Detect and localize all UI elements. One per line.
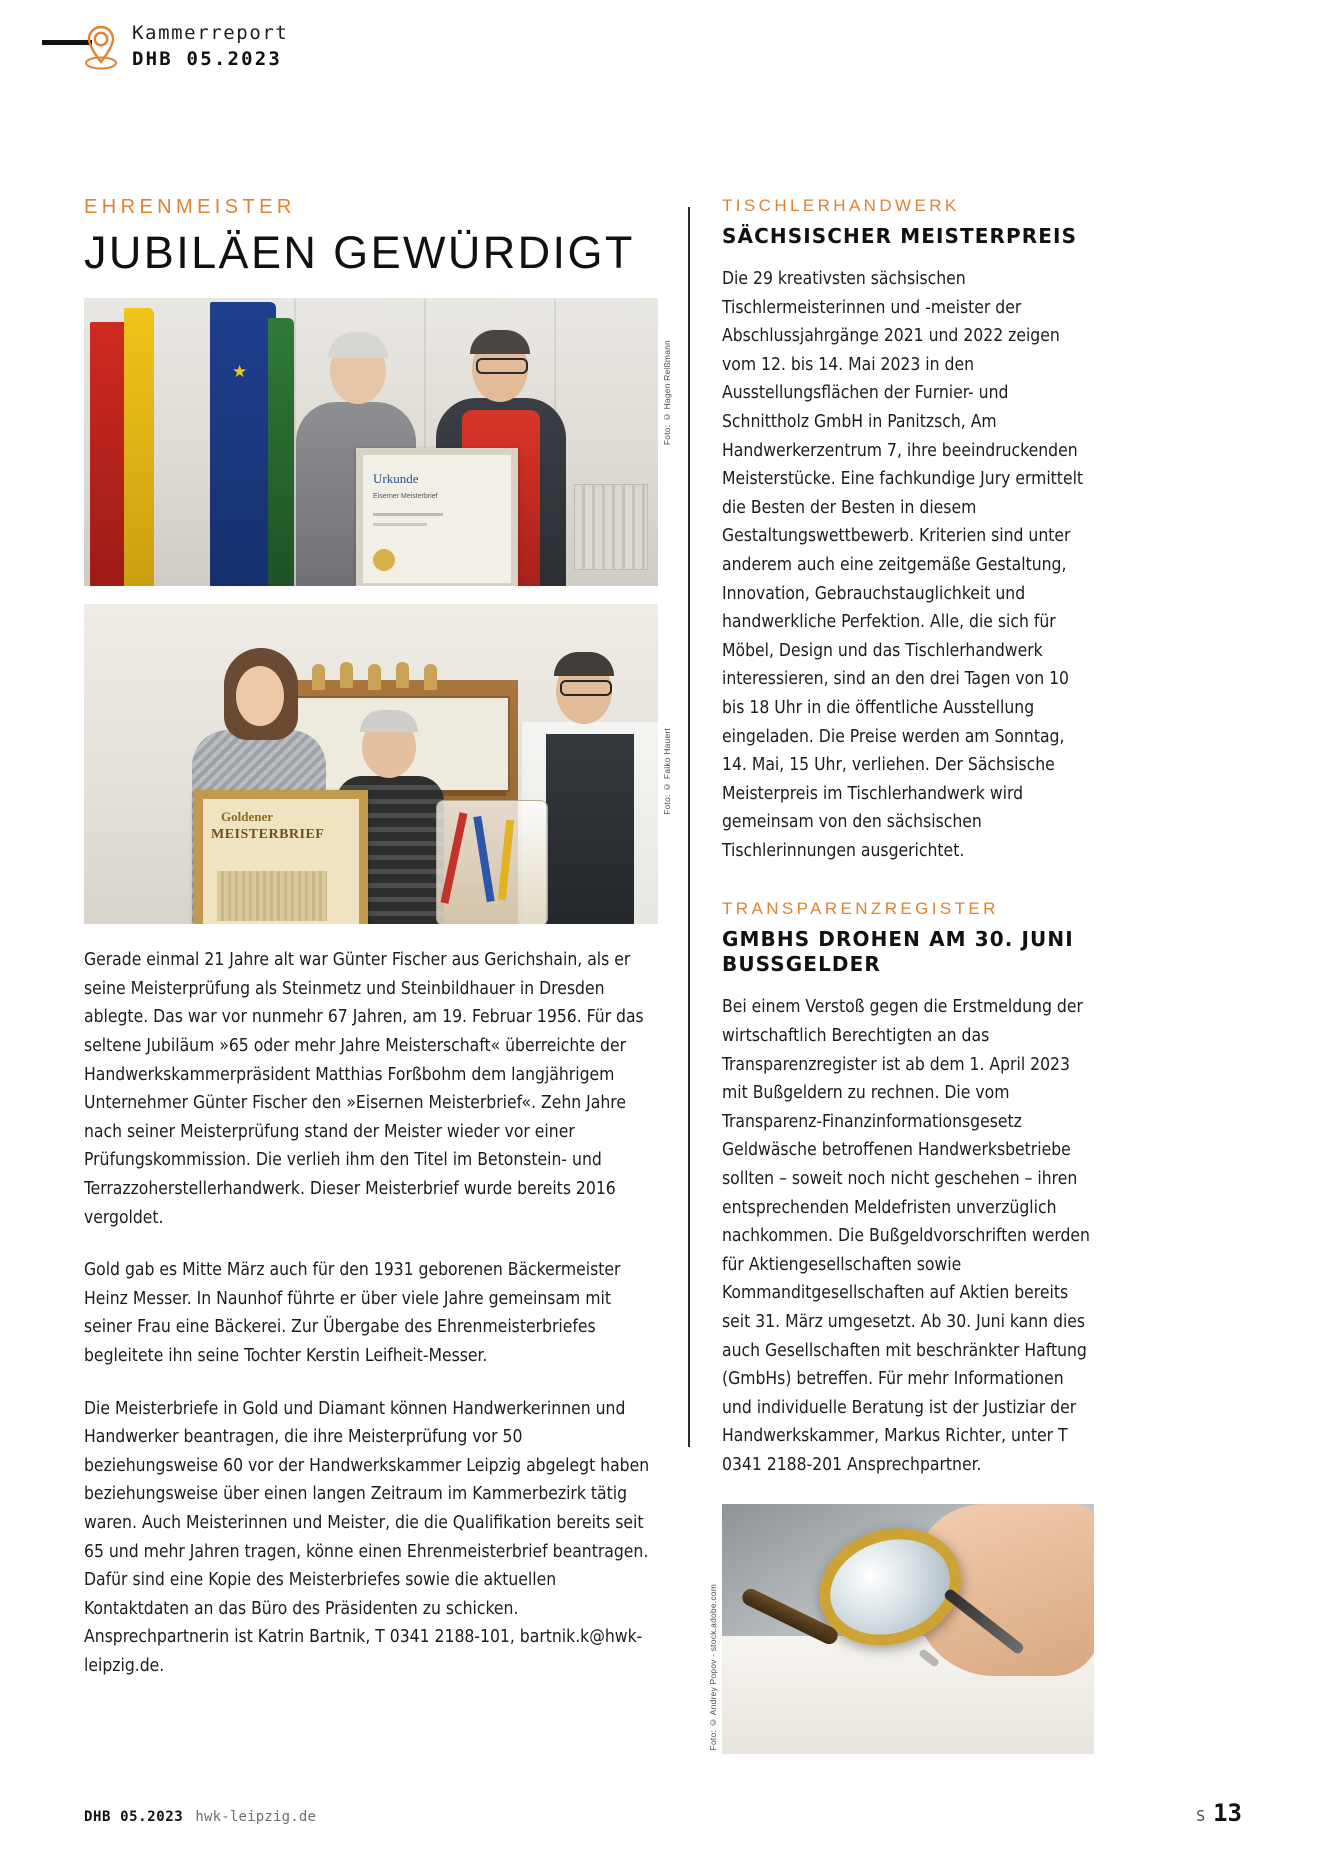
radiator-shape bbox=[574, 484, 648, 570]
right-subhead-meisterpreis: SÄCHSISCHER MEISTERPREIS bbox=[722, 224, 1078, 248]
left-paragraph-3: Die Meisterbriefe in Gold und Diamant können Handwerkerinnen und Handwerker beantragen, die ihre Meisterprüfung vor 50 beziehungsweise 60 vor der Handwerkskammer Leipzig abgelegt haben beziehungsweise über einen langen Zeitraum im Kammerbezirk tätig waren. Auch Meisterinnen und Meister, die die Qualifikation bereits seit 65 und mehr Jahren tragen, könne einen Ehrenmeisterbrief beantragen. Dafür sind eine Kopie des Meisterbriefes sowie die aktuellen Kontaktdaten an das Büro des Präsidenten zu schicken. Ansprechpartnerin ist Katrin Bartnik, T 0341 2188-101, bartnik.k@hwk-leipzig.de. bbox=[84, 1398, 650, 1676]
column-divider bbox=[688, 207, 690, 1447]
photo3-wrapper bbox=[708, 1504, 1094, 1754]
right-paragraph-section1: Die 29 kreativsten sächsischen Tischlermeisterinnen und -meister der Abschlussjahrgänge 2021 und 2022 zeigen vom 12. bis 14. Mai 2023 in den Ausstellungsflächen der Furnier- und Schnittholz GmbH in Panitzsch, Am Handwerkerzentrum 7, ihre beeindruckenden Meisterstücke. Eine fachkundige Jury ermittelt die Besten der Besten in diesem Gestaltungswettbewerb. Kriterien sind unter anderem auch eine zeitgemäße Gestaltung, Innovation, Gebrauchstauglichkeit und handwerkliche Perfektion. Alle, die sich für Möbel, Design und das Tischlerhandwerk interessieren, sind an den drei Tagen von 10 bis 18 Uhr in die öffentliche Ausstellung eingeladen. Die Preise werden am Sonntag, 14. Mai, 15 Uhr, verliehen. Der Sächsische Meisterpreis im Tischlerhandwerk wird gemeinsam von den sächsischen Tischlerinnungen ausgerichtet. bbox=[722, 269, 1084, 861]
footer-page-number: 13 bbox=[1213, 1799, 1242, 1827]
person-president-vest bbox=[546, 734, 634, 924]
page-footer bbox=[84, 1799, 1242, 1827]
certificate-frame bbox=[356, 448, 518, 586]
photo-goldener-meisterbrief bbox=[84, 604, 658, 924]
footer-page-prefix: S bbox=[1196, 1807, 1206, 1825]
flag-star-icon: ★ bbox=[232, 362, 248, 382]
certificate-seal bbox=[373, 549, 395, 571]
right-subhead-bussgelder: GMBHS DROHEN AM 30. JUNI BUSSGELDER bbox=[722, 927, 1074, 977]
left-body-text bbox=[84, 946, 658, 1680]
photo2-wrapper bbox=[84, 604, 672, 924]
right-paragraph-section2: Bei einem Verstoß gegen die Erstmeldung der wirtschaftlich Berechtigten an das Transparenzregister ist ab dem 1. April 2023 mit Bußgeldern zu rechnen. Die vom Transparenz-Finanzinformationsgesetz Geldwäsche betroffenen Handwerksbetriebe sollten – soweit noch nicht geschehen – ihren entsprechenden Meldefristen unverzüglich nachkommen. Die Bußgeldvorschriften werden für Aktiengesellschaften sowie Kommanditgesellschaften auf Aktien bereits seit 31. März umgesetzt. Ab 30. Juni kann dies auch Gesellschaften mit beschränkter Haftung (GmbHs) betreffen. Für mehr Informationen und individuelle Beratung ist der Justiziar der Handwerkskammer, Markus Richter, unter T 0341 2188-201 Ansprechpartner. bbox=[722, 997, 1090, 1475]
photo3-credit: Foto: © Andrey Popov - stock.adobe.com bbox=[708, 1583, 718, 1750]
photo-lupe-unterschrift bbox=[722, 1504, 1094, 1754]
left-paragraph-2: Gold gab es Mitte März auch für den 1931 geborenen Bäckermeister Heinz Messer. In Naunhof führte er über viele Jahre gemeinsam mit seiner Frau eine Bäckerei. Zur Übergabe des Ehrenmeisterbriefes begleitete ihn seine Tochter Kerstin Leifheit-Messer. bbox=[84, 1260, 621, 1366]
header-issue: DHB 05.2023 bbox=[132, 47, 283, 70]
person-president-glasses bbox=[560, 680, 612, 696]
flag-yellow bbox=[124, 308, 154, 586]
right-kicker-transparenzregister: TRANSPARENZREGISTER bbox=[722, 899, 999, 919]
photo-eiserner-meisterbrief bbox=[84, 298, 658, 586]
person-seated-hair bbox=[360, 710, 418, 732]
photo1-credit: Foto: © Hagen Reißmann bbox=[662, 340, 672, 446]
golden-frame-line1: Goldener bbox=[221, 809, 273, 825]
page-header bbox=[84, 22, 288, 70]
footer-issue: DHB 05.2023 bbox=[84, 1809, 184, 1825]
certificate-subtitle: Eiserner Meisterbrief bbox=[373, 493, 438, 501]
flag-green bbox=[268, 318, 294, 586]
person-right-glasses bbox=[476, 358, 528, 374]
person-woman-face bbox=[236, 666, 284, 726]
left-column bbox=[84, 196, 672, 1705]
photo2-credit: Foto: © Falko Hauert bbox=[662, 728, 672, 816]
location-pin-icon bbox=[84, 22, 118, 70]
photo1-wrapper bbox=[84, 298, 672, 586]
certificate-title: Urkunde bbox=[373, 471, 419, 487]
footer-url[interactable]: hwk-leipzig.de bbox=[195, 1809, 317, 1825]
page-title: JUBILÄEN GEWÜRDIGT bbox=[84, 227, 635, 278]
header-kicker: Kammerreport bbox=[132, 21, 289, 44]
golden-frame-line2: MEISTERBRIEF bbox=[211, 827, 325, 843]
flag-blue bbox=[210, 302, 276, 586]
right-column bbox=[708, 196, 1094, 1754]
right-kicker-tischlerhandwerk: TISCHLERHANDWERK bbox=[722, 196, 960, 215]
right-body-section1 bbox=[722, 265, 1094, 865]
left-paragraph-1: Gerade einmal 21 Jahre alt war Günter Fischer aus Gerichshain, als er seine Meisterprüfung als Steinmetz und Steinbildhauer in Dresden ablegte. Das war vor nunmehr 67 Jahren, am 19. Februar 1956. Für das seltene Jubiläum »65 oder mehr Jahre Meisterschaft« überreichte der Handwerkskammerpräsident Matthias Forßbohm dem langjährigem Unternehmer Günter Fischer den »Eisernen Meisterbrief«. Zehn Jahre nach seiner Meisterprüfung stand der Meister wieder vor einer Prüfungskommission. Die verlieh ihm den Titel im Betonstein- und Terrazzoherstellerhandwerk. Dieser Meisterbrief wurde bereits 2016 vergoldet. bbox=[84, 950, 644, 1228]
left-kicker: EHRENMEISTER bbox=[84, 196, 296, 218]
right-body-section2 bbox=[722, 993, 1094, 1479]
golden-certificate-frame bbox=[194, 790, 368, 924]
